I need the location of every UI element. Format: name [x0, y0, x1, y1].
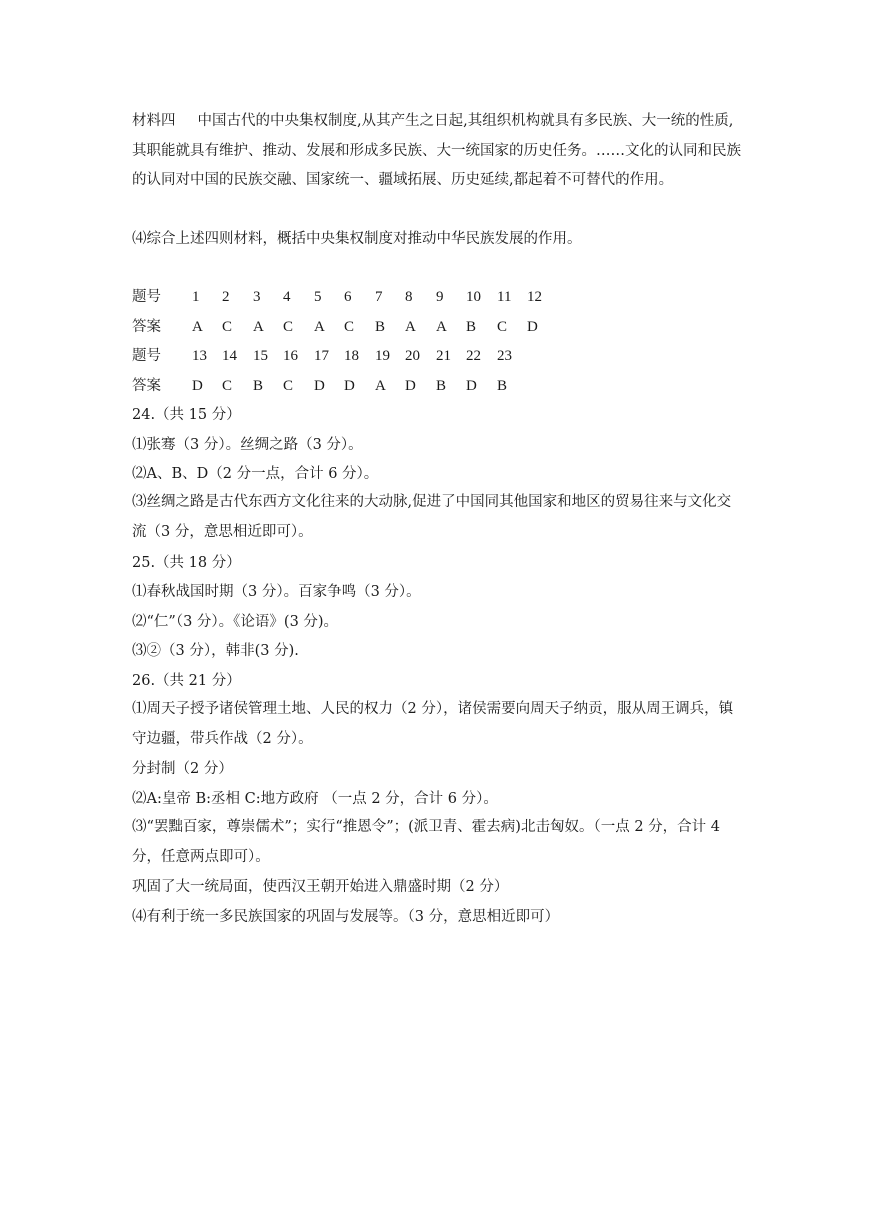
table-cell: 17 [314, 348, 329, 364]
table-cell: C [344, 319, 355, 335]
table-cell: C [283, 319, 294, 335]
table-cell: B [436, 378, 447, 394]
q24-part1: ⑴张骞（3 分）。丝绸之路（3 分）。 [132, 437, 363, 453]
q25-part3: ⑶②（3 分），韩非(3 分). [132, 643, 299, 659]
table-cell: C [497, 319, 508, 335]
q26-part3-note: 巩固了大一统局面，使西汉王朝开始进入鼎盛时期（2 分） [132, 879, 509, 895]
table-cell: 23 [497, 348, 512, 364]
table-cell: 20 [405, 348, 420, 364]
material-four-label: 材料四 [132, 113, 176, 129]
table-row-2-label: 答案 [132, 319, 161, 335]
material-four-text: 中国古代的中央集权制度,从其产生之日起,其组织机构就具有多民族、大一统的性质,其职能就具有维护、推动、发展和形成多民族、大一统国家的历史任务。……文化的认同和民族的认同对中国的民族交融、国家统一、疆域拓展、历史延续,都起着不可替代的作用。 [132, 113, 741, 188]
q25-part2: ⑵“仁”（3 分）。《论语》(3 分)。 [132, 614, 339, 630]
table-cell: 6 [344, 289, 352, 305]
table-cell: 22 [466, 348, 481, 364]
table-cell: 21 [436, 348, 451, 364]
table-cell: 10 [466, 289, 481, 305]
table-cell: 8 [405, 289, 413, 305]
table-cell: D [466, 378, 477, 394]
table-cell: D [405, 378, 416, 394]
table-cell: 5 [314, 289, 322, 305]
table-cell: 1 [192, 289, 200, 305]
q26-part2: ⑵A:皇帝 B:丞相 C:地方政府 （一点 2 分，合计 6 分）。 [132, 791, 498, 807]
q24-part3: ⑶丝绸之路是古代东西方文化往来的大动脉,促进了中国同其他国家和地区的贸易往来与文化交流（3 分，意思相近即可）。 [132, 494, 732, 540]
q26-heading: 26.（共 21 分） [132, 673, 241, 689]
q24-part2: ⑵A、B、D（2 分一点，合计 6 分）。 [132, 466, 379, 482]
table-cell: 3 [253, 289, 261, 305]
table-cell: 18 [344, 348, 359, 364]
table-cell: 2 [222, 289, 230, 305]
q26-part3: ⑶“罢黜百家，尊崇儒术”；实行“推恩令”；(派卫青、霍去病)北击匈奴。（一点 2 分，合计 4 分，任意两点即可）。 [132, 819, 720, 865]
table-cell: C [283, 378, 294, 394]
table-cell: C [222, 378, 233, 394]
table-cell: A [253, 319, 264, 335]
table-cell: 16 [283, 348, 298, 364]
q25-part1: ⑴春秋战国时期（3 分）。百家争鸣（3 分）。 [132, 584, 421, 600]
table-cell: 9 [436, 289, 444, 305]
table-cell: B [466, 319, 477, 335]
table-cell: 7 [375, 289, 383, 305]
table-cell: A [192, 319, 203, 335]
table-cell: D [314, 378, 325, 394]
table-row-3-label: 题号 [132, 348, 161, 364]
table-cell: 15 [253, 348, 268, 364]
q26-part4: ⑷有利于统一多民族国家的巩固与发展等。（3 分，意思相近即可） [132, 909, 560, 925]
table-cell: D [344, 378, 355, 394]
table-cell: A [314, 319, 325, 335]
table-cell: 11 [497, 289, 512, 305]
material-four-paragraph [132, 107, 742, 196]
q26-part1: ⑴周天子授予诸侯管理土地、人民的权力（2 分），诸侯需要向周天子纳贡，服从周王调兵，镇守边疆，带兵作战（2 分）。 [132, 701, 734, 747]
table-cell: D [192, 378, 203, 394]
table-cell: 4 [283, 289, 291, 305]
table-row-4-label: 答案 [132, 378, 161, 394]
table-cell: 19 [375, 348, 390, 364]
table-cell: 13 [192, 348, 207, 364]
table-cell: D [527, 319, 538, 335]
question-four-prompt: ⑷综合上述四则材料，概括中央集权制度对推动中华民族发展的作用。 [132, 231, 582, 247]
q24-heading: 24.（共 15 分） [132, 407, 241, 423]
table-cell: A [375, 378, 386, 394]
table-cell: B [497, 378, 508, 394]
q25-heading: 25.（共 18 分） [132, 555, 241, 571]
table-row-1-label: 题号 [132, 289, 161, 305]
table-cell: B [375, 319, 386, 335]
table-cell: B [253, 378, 264, 394]
q26-part1-note: 分封制（2 分） [132, 761, 233, 777]
table-cell: A [436, 319, 447, 335]
table-cell: C [222, 319, 233, 335]
table-cell: 12 [527, 289, 542, 305]
table-cell: 14 [222, 348, 237, 364]
table-cell: A [405, 319, 416, 335]
